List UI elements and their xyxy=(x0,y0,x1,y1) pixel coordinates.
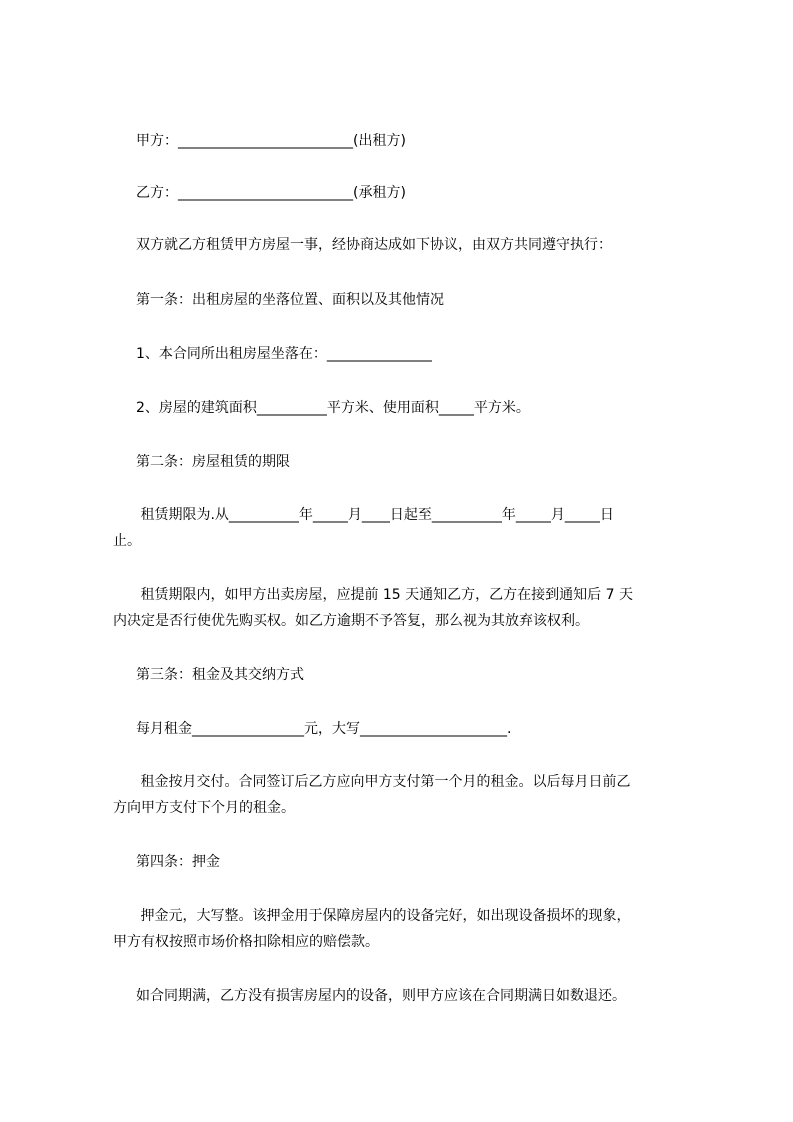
article-1-item-2: 2、房屋的建筑面积__________平方米、使用面积_____平方米。 xyxy=(136,400,530,416)
article-2-paragraph-1-line-1: 租赁期限为.从__________年_____月____日起至__________年_____月_____日 xyxy=(136,507,614,523)
article-3-paragraph-line-1: 租金按月交付。合同签订后乙方应向甲方支付第一个月的租金。以后每月日前乙 xyxy=(136,774,631,790)
article-2-paragraph-2-line-2: 内决定是否行使优先购买权。如乙方逾期不予答复，那么视为其放弃该权利。 xyxy=(113,613,589,629)
article-4-paragraph-2: 如合同期满，乙方没有损害房屋内的设备，则甲方应该在合同期满日如数退还。 xyxy=(136,988,626,1004)
article-4-paragraph-1-line-2: 甲方有权按照市场价格扣除相应的赔偿款。 xyxy=(113,934,379,950)
article-2-paragraph-2-line-1: 租赁期限内，如甲方出卖房屋，应提前 15 天通知乙方，乙方在接到通知后 7 天 xyxy=(136,587,633,603)
article-1-title: 第一条：出租房屋的坐落位置、面积以及其他情况 xyxy=(136,292,444,308)
article-2-title: 第二条：房屋租赁的期限 xyxy=(136,454,290,470)
party-b-line: 乙方：_________________________(承租方) xyxy=(136,185,406,201)
article-4-paragraph-1-line-1: 押金元，大写整。该押金用于保障房屋内的设备完好，如出现设备损坏的现象， xyxy=(136,908,631,924)
article-1-item-1: 1、本合同所出租房屋坐落在：_______________ xyxy=(136,346,432,362)
intro-paragraph: 双方就乙方租赁甲方房屋一事，经协商达成如下协议，由双方共同遵守执行： xyxy=(136,237,612,253)
party-a-line: 甲方：_________________________(出租方) xyxy=(136,133,406,149)
article-3-rent-line: 每月租金________________元，大写_____________________. xyxy=(136,721,512,737)
article-3-title: 第三条：租金及其交纳方式 xyxy=(136,667,304,683)
article-4-title: 第四条：押金 xyxy=(136,854,220,870)
article-2-paragraph-1-line-2: 止。 xyxy=(113,533,141,549)
article-3-paragraph-line-2: 方向甲方支付下个月的租金。 xyxy=(113,800,295,816)
